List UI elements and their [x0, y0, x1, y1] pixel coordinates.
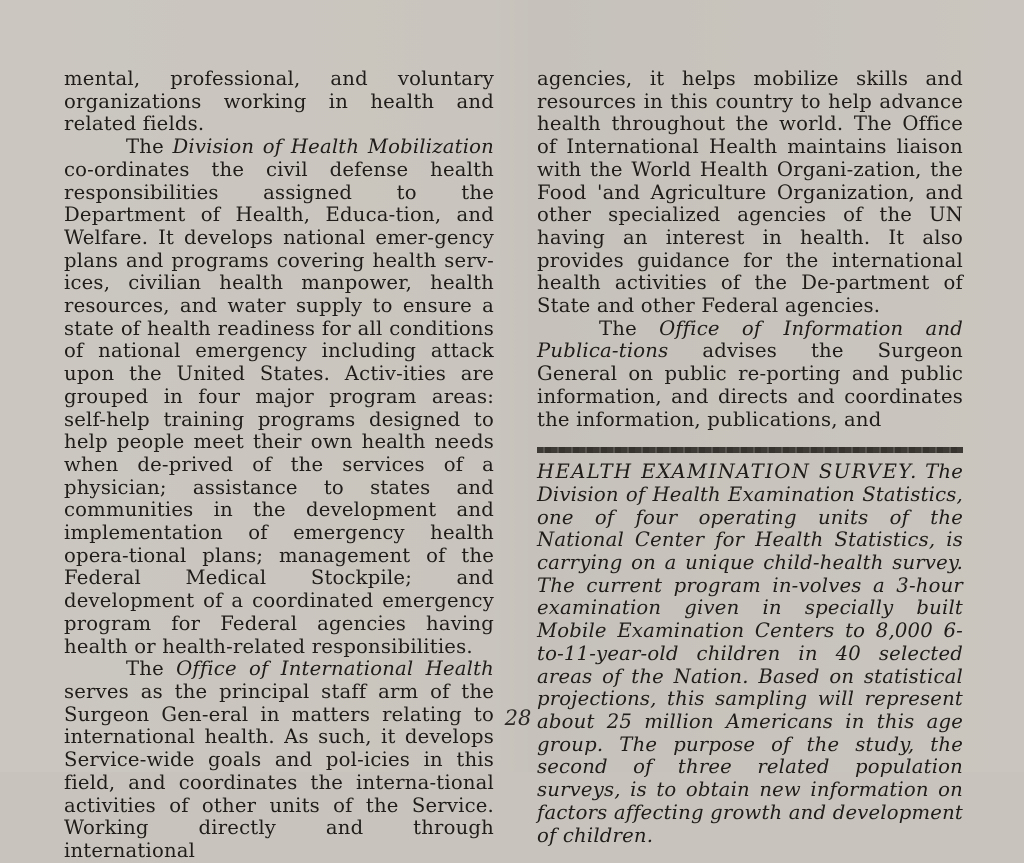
office-title: Office of International Health	[176, 657, 494, 681]
office-info-title: Office of Information and Publica-tions	[537, 316, 963, 363]
rp2-post: advises the Surgeon General on public re-porting and public information, and directs and coordinates the information, publications, and	[537, 339, 963, 431]
p3-pre: The	[126, 657, 177, 681]
division-health-mobilization-paragraph	[64, 136, 494, 658]
right-paragraph-1: agencies, it helps mobilize skills and resources in this country to help advance health throughout the world. The Office of International Health maintains liaison with the World Health Organi-zation, the Food 'and Agriculture Organization, and other specialized agencies of the UN having an interest in health. It also provides guidance for the international health activities of the De-partment of State and other Federal agencies.	[537, 67, 963, 318]
office-international-health-paragraph	[64, 658, 494, 862]
right-column	[537, 68, 963, 847]
left-column	[64, 68, 494, 863]
left-paragraph-1: mental, professional, and voluntary organizations working in health and related fields.	[64, 67, 494, 136]
division-title: Division of Health Mobilization	[172, 135, 494, 159]
caption-heading: HEALTH EXAMINATION SURVEY.	[537, 460, 918, 484]
p2-pre: The	[126, 135, 173, 159]
caption-body: The Division of Health Examination Statistics, one of four operating units of the National Center for Health Statistics, is carrying on a unique child-health survey. The current program in-volves a 3-hour examination given in specially built Mobile Examination Centers to 8,000 6-to-11-year-old children in 40 selected areas of the Nation. Based on statistical projections, this sampling will represent about 25 million Americans in this age group. The purpose of the study, the second of three related population surveys, is to obtain new information on factors affecting growth and development of children.	[537, 460, 963, 847]
health-examination-caption	[537, 461, 963, 847]
p2-post: co-ordinates the civil defense health responsibilities assigned to the Department of Health, Educa-tion, and Welfare. It develops national emer-gency plans and programs covering health serv-ices, civilian health manpower, health resources, and water supply to ensure a state of health readiness for all conditions of national emergency including attack upon the United States. Activ-ities are grouped in four major program areas: self-help training programs designed to help people meet their own health needs when de-prived of the services of a physician; assistance to states and communities in the development and implementation of emergency health opera-tional plans; management of the Federal Medical Stockpile; and development of a coordinated emergency program for Federal agencies having health or health-related responsibilities.	[64, 157, 494, 658]
p3-post: serves as the principal staff arm of the Surgeon Gen-eral in matters relating to international health. As such, it develops Service-wide goals and pol-icies in this field, and coordinates the interna-tional activities of other units of the Service. Working directly and through international	[64, 679, 494, 862]
section-divider	[537, 447, 963, 453]
page-number: 28	[504, 706, 532, 730]
office-information-paragraph	[537, 318, 963, 432]
rp2-pre: The	[599, 316, 660, 340]
